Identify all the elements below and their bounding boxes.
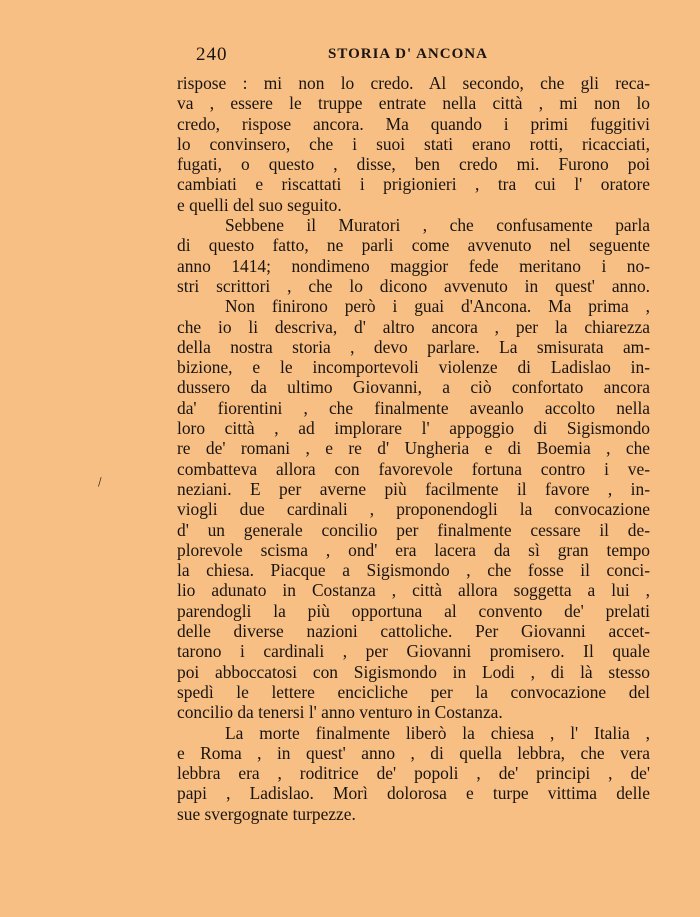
text-line: dussero da ultimo Giovanni, a ciò confortato ancora bbox=[177, 377, 650, 398]
text-line: va , essere le truppe entrate nella città , mi non lo bbox=[177, 93, 650, 114]
page-header bbox=[176, 44, 536, 68]
text-line: viogli due cardinali , proponendogli la convocazione bbox=[177, 499, 650, 520]
text-line: e quelli del suo seguito. bbox=[177, 194, 342, 215]
text-line: Non finirono però i guai d'Ancona. Ma prima , bbox=[225, 296, 650, 317]
text-line: loro città , ad implorare l' appoggio di Sigismondo bbox=[177, 418, 650, 439]
stray-ink-mark: \ bbox=[93, 475, 106, 490]
text-line: credo, rispose ancora. Ma quando i primi fuggitivi bbox=[177, 113, 650, 134]
text-line: re de' romani , e re d' Ungheria e di Boemia , che bbox=[177, 438, 650, 459]
text-line: rispose : mi non lo credo. Al secondo, che gli reca- bbox=[177, 73, 650, 93]
text-line: neziani. E per averne più facilmente il favore , in- bbox=[177, 478, 650, 499]
text-line: della nostra storia , devo parlare. La smisurata am- bbox=[177, 336, 650, 357]
text-line: tarono i cardinali , per Giovanni promisero. Il quale bbox=[177, 641, 650, 662]
text-line: di questo fatto, ne parli come avvenuto nel seguente bbox=[177, 235, 650, 256]
text-line: plorevole scisma , ond' era lacera da sì gran tempo bbox=[177, 539, 650, 560]
text-line: cambiati e riscattati i prigionieri , tra cui l' oratore bbox=[177, 174, 650, 195]
text-line: delle diverse nazioni cattoliche. Per Giovanni accet- bbox=[177, 621, 650, 642]
text-line: bizione, e le incomportevoli violenze di Ladislao in- bbox=[177, 357, 650, 378]
running-title: STORIA D' ANCONA bbox=[328, 46, 488, 62]
page-number: 240 bbox=[196, 44, 228, 65]
text-line: fugati, o questo , disse, ben credo mi. Furono poi bbox=[177, 154, 650, 175]
text-line: che io li descriva, d' altro ancora , per la chiarezza bbox=[177, 316, 650, 337]
text-line: lebbra era , roditrice de' popoli , de' principi , de' bbox=[177, 763, 650, 784]
text-line: da' fiorentini , che finalmente aveanlo accolto nella bbox=[177, 397, 650, 418]
text-line: Sebbene il Muratori , che confusamente parla bbox=[225, 215, 650, 236]
text-line: lo convinsero, che i suoi stati erano rotti, ricacciati, bbox=[177, 133, 650, 154]
text-line: parendogli la più opportuna al convento de' prelati bbox=[177, 600, 650, 621]
text-line: poi abboccatosi con Sigismondo in Lodi , di là stesso bbox=[177, 661, 650, 682]
text-line: d' un generale concilio per finalmente cessare il de- bbox=[177, 519, 650, 540]
body-text bbox=[177, 73, 650, 824]
text-line: stri scrittori , che lo dicono avvenuto in quest' anno. bbox=[177, 275, 650, 296]
text-line: combatteva allora con favorevole fortuna contro i ve- bbox=[177, 458, 650, 479]
text-line: sue svergognate turpezze. bbox=[177, 803, 356, 824]
text-line: anno 1414; nondimeno maggior fede meritano i no- bbox=[177, 255, 650, 276]
text-line: la chiesa. Piacque a Sigismondo , che fosse il conci- bbox=[177, 560, 650, 581]
text-line: spedì le lettere encicliche per la convocazione del bbox=[177, 681, 650, 702]
text-line: e Roma , in quest' anno , di quella lebbra, che vera bbox=[177, 742, 650, 763]
text-line: lio adunato in Costanza , città allora soggetta a lui , bbox=[177, 580, 650, 601]
text-line: concilio da tenersi l' anno venturo in Costanza. bbox=[177, 702, 503, 723]
text-line: papi , Ladislao. Morì dolorosa e turpe vittima delle bbox=[177, 783, 650, 804]
text-line: La morte finalmente liberò la chiesa , l' Italia , bbox=[225, 722, 650, 743]
